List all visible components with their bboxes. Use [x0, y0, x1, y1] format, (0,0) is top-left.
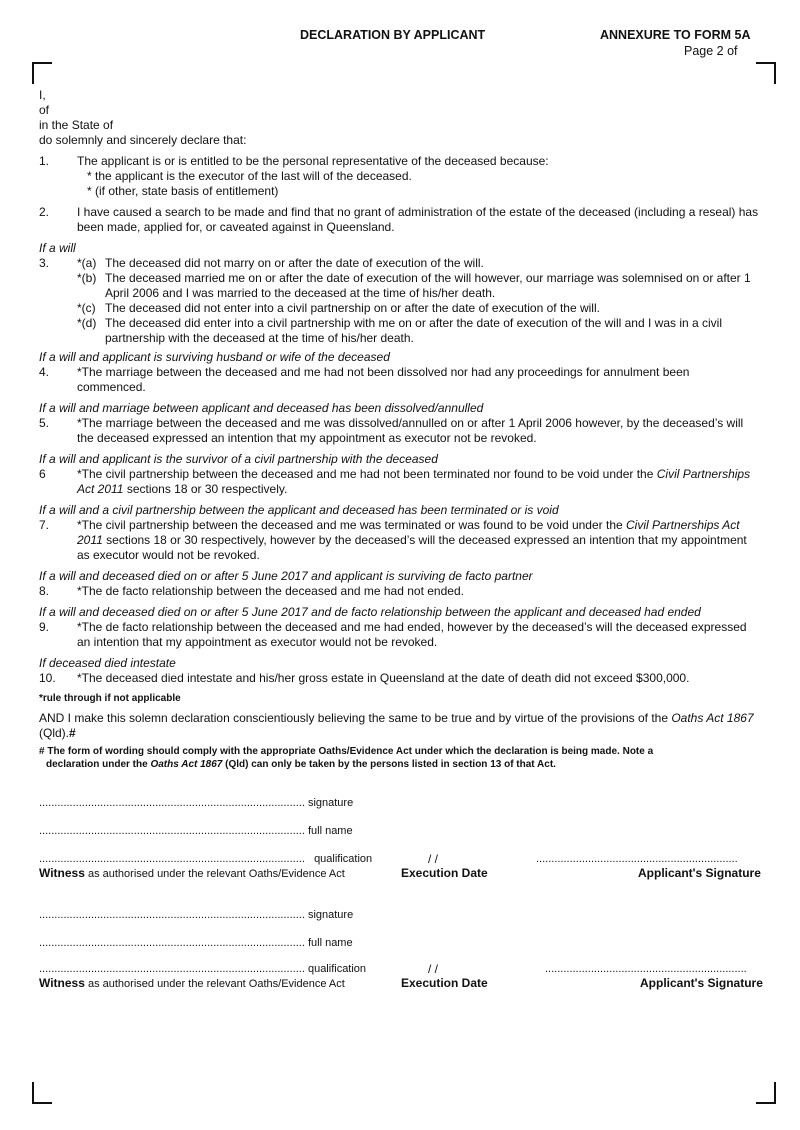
execution-date-field[interactable]: / / — [428, 962, 439, 976]
option-other: * (if other, state basis of entitlement) — [87, 184, 279, 198]
paragraph-number: 1. — [39, 154, 50, 168]
intro-of: of — [39, 103, 50, 117]
paragraph-7: 7. *The civil partnership between the deceased and me was terminated or was found to be void under the Civil Partnerships Act 2011 sections 18 or 30 respectively, however by the deceased’s will the deceased expressed an intention that my appointment as executor would not be revoked. — [39, 518, 747, 562]
intro-i: I, — [39, 88, 46, 102]
paragraph-1 — [39, 154, 761, 199]
option-executor: * the applicant is the executor of the last will of the deceased. — [87, 169, 412, 183]
alternative-a: *(a) The deceased did not marry on or after the date of execution of the will. — [77, 256, 484, 270]
execution-date-label: Execution Date — [401, 976, 488, 990]
condition-heading: If deceased died intestate — [39, 656, 176, 670]
intro-state: in the State of — [39, 118, 114, 132]
execution-date-field[interactable]: / / — [428, 852, 439, 866]
footnote: # The form of wording should comply with the appropriate Oaths/Evidence Act under which the declaration is being made. Note a declaration under the Oaths Act 1867 (Qld) can only be taken by the persons listed in section 13 of that Act. — [39, 746, 654, 770]
declaration-body — [39, 88, 761, 771]
corner-mark-bottom-left — [32, 1082, 52, 1104]
paragraph-3 — [39, 256, 761, 346]
condition-heading: If a will and marriage between applicant and deceased has been dissolved/annulled — [39, 401, 484, 415]
paragraph-8: 8. *The de facto relationship between the deceased and me had not ended. — [39, 584, 464, 598]
applicant-signature-line[interactable]: .................................................................. — [536, 853, 738, 865]
condition-heading: If a will and applicant is the survivor of a civil partnership with the deceased — [39, 452, 438, 466]
alternative-d: *(d) The deceased did enter into a civil partnership with me on or after the date of execution of the will and I was in a civil partnership with the deceased at the time of his/her death. — [77, 316, 723, 345]
witness-full-name-line[interactable]: ....................................................................................... full name — [39, 937, 353, 949]
condition-heading: If a will and a civil partnership between the applicant and deceased has been terminated or is void — [39, 503, 559, 517]
execution-date-label: Execution Date — [401, 866, 488, 880]
witness-qualification-line[interactable]: ....................................................................................... qualification — [39, 853, 373, 865]
intro-declare: do solemnly and sincerely declare that: — [39, 133, 247, 147]
alternative-b: *(b) The deceased married me on or after the date of execution of the will however, our marriage was solemnised on or after 1 April 2006 and I was married to the deceased at the time of his/her death. — [77, 271, 751, 300]
paragraph-number: 2. — [39, 205, 50, 219]
witness-signature-line[interactable]: ....................................................................................... signature — [39, 909, 354, 921]
paragraph-number: 3. — [39, 256, 50, 270]
paragraph-text: The applicant is or is entitled to be the personal representative of the deceased because: — [77, 154, 549, 168]
paragraph-6: 6 *The civil partnership between the deceased and me had not been terminated nor found to be void under the Civil Partnerships Act 2011 sections 18 or 30 respectively. — [39, 467, 751, 496]
applicant-signature-label: Applicant's Signature — [638, 866, 761, 880]
rule-through-note: *rule through if not applicable — [39, 693, 181, 704]
corner-mark-top-left — [32, 62, 52, 84]
form-title: DECLARATION BY APPLICANT — [300, 28, 486, 42]
condition-heading: If a will — [39, 241, 76, 255]
solemn-declaration: AND I make this solemn declaration conscientiously believing the same to be true and by virtue of the provisions of the Oaths Act 1867 (Qld).# — [39, 711, 754, 740]
witness-qualification-line[interactable]: ....................................................................................... qualification — [39, 963, 367, 975]
witness-signature-line[interactable]: ....................................................................................... signature — [39, 797, 354, 809]
condition-heading: If a will and deceased died on or after 5 June 2017 and applicant is surviving de facto partner — [39, 569, 533, 583]
applicant-signature-line[interactable]: .................................................................. — [545, 963, 747, 975]
alternative-c: *(c) The deceased did not enter into a civil partnership on or after the date of execution of the will. — [77, 301, 600, 315]
annexure-label: ANNEXURE TO FORM 5A — [600, 28, 751, 42]
applicant-signature-label: Applicant's Signature — [640, 976, 763, 990]
paragraph-5: 5. *The marriage between the deceased and me was dissolved/annulled on or after 1 April 2006 however, by the deceased’s will the deceased expressed an intention that my appointment as executor not be revoked. — [39, 416, 744, 445]
paragraph-text: I have caused a search to be made and find that no grant of administration of the estate of the deceased (including a reseal) has been made, applied for, or caveated against in Queensland. — [77, 205, 759, 234]
paragraph-10: 10. *The deceased died intestate and his/her gross estate in Queensland at the date of death did not exceed $300,000. — [39, 671, 690, 685]
page-number: Page 2 of — [684, 44, 738, 58]
condition-heading: If a will and deceased died on or after 5 June 2017 and de facto relationship between the applicant and deceased had ended — [39, 605, 701, 619]
paragraph-4: 4. *The marriage between the deceased and me had not been dissolved nor had any proceedings for annulment been commenced. — [39, 365, 690, 394]
witness-caption: Witness as authorised under the relevant Oaths/Evidence Act — [39, 866, 345, 880]
witness-caption: Witness as authorised under the relevant Oaths/Evidence Act — [39, 976, 345, 990]
corner-mark-top-right — [756, 62, 776, 84]
paragraph-2 — [39, 205, 761, 235]
paragraph-9: 9. *The de facto relationship between the deceased and me had ended, however by the deceased’s will the deceased expressed an intention that my appointment as executor would not be revoked. — [39, 620, 747, 649]
witness-full-name-line[interactable]: ....................................................................................... full name — [39, 825, 353, 837]
corner-mark-bottom-right — [756, 1082, 776, 1104]
condition-heading: If a will and applicant is surviving husband or wife of the deceased — [39, 350, 390, 364]
